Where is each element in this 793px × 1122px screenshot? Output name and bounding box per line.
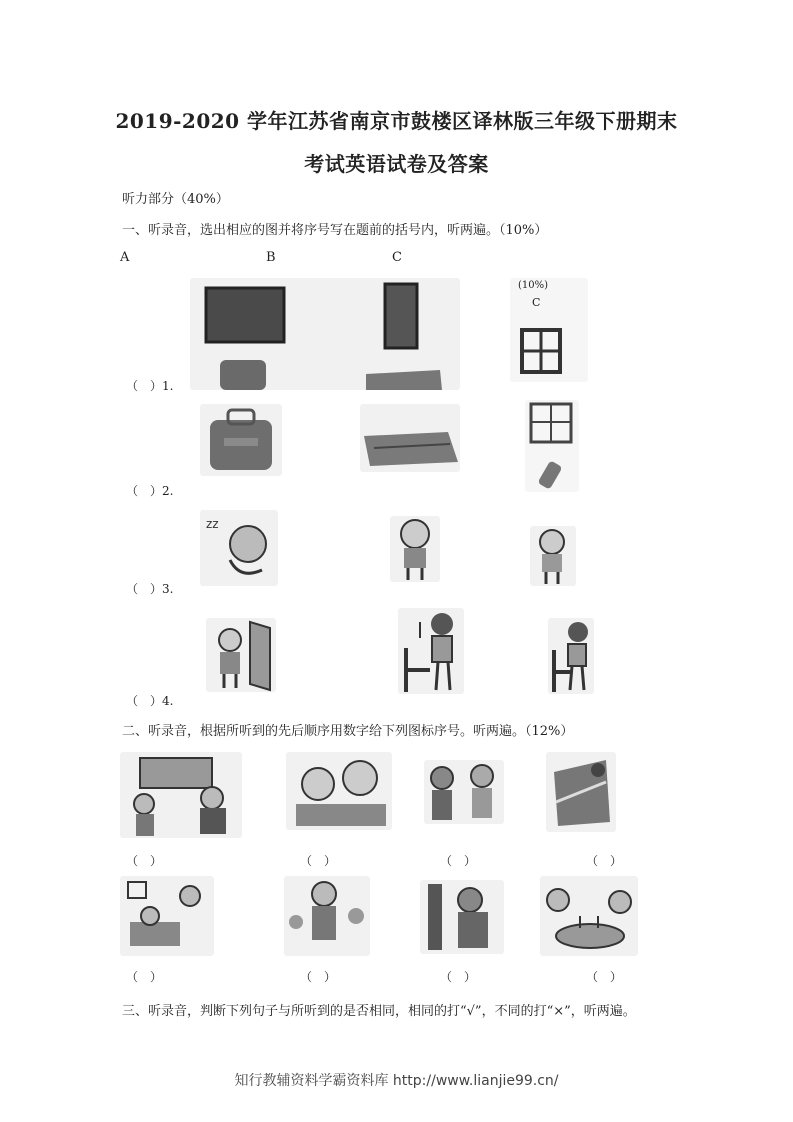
p2-blank-1[interactable]: （ ） [126, 854, 163, 868]
footer-source: 知行教辅资料学霸资料库 http://www.lianjie99.cn/ [234, 1073, 559, 1089]
q3-c-child-image [530, 526, 576, 586]
part2-instruction: 二、听录音，根据所听到的先后顺序用数字给下列图标序号。听两遍。（12%） [122, 724, 574, 739]
p2-image-3 [424, 760, 504, 824]
q2-b-pencil-case-image [360, 404, 460, 472]
col-label-c: C [392, 250, 402, 265]
p2-image-2 [286, 752, 392, 830]
q4-c-sit-down-image [548, 618, 594, 694]
q1-answer-blank[interactable]: （ ）1. [126, 379, 174, 393]
col-label-a: A [120, 250, 130, 265]
q1-scan-image [190, 278, 460, 390]
p2-image-4 [546, 752, 616, 832]
col-label-b: B [266, 250, 276, 265]
part1-instruction: 一、听录音，选出相应的图并将序号写在题前的括号内，听两遍。（10%） [122, 223, 548, 238]
svg-text:zz: zz [206, 517, 219, 531]
scan-c-label: C [532, 296, 541, 309]
document-title-line1: 2019-2020 学年江苏省南京市鼓楼区译林版三年级下册期末 [115, 109, 678, 133]
q3-answer-blank[interactable]: （ ）3. [126, 582, 174, 596]
q2-a-bag-image [200, 404, 282, 476]
q1-c-window-image [510, 278, 588, 382]
scan-note: (10%) [518, 280, 549, 291]
q4-b-stand-up-image [398, 608, 464, 694]
p2-blank-8[interactable]: （ ） [586, 970, 623, 984]
q2-c-window-rubber-image [525, 400, 579, 492]
section-listening-label: 听力部分（40%） [122, 192, 229, 207]
q3-b-coughing-child-image [390, 516, 440, 582]
p2-blank-7[interactable]: （ ） [440, 970, 477, 984]
q4-answer-blank[interactable]: （ ）4. [126, 694, 174, 708]
p2-image-8 [540, 876, 638, 956]
p2-image-1 [120, 752, 242, 838]
p2-blank-4[interactable]: （ ） [586, 854, 623, 868]
p2-image-7 [420, 880, 504, 954]
p2-blank-5[interactable]: （ ） [126, 970, 163, 984]
q3-a-sleeping-child-image [200, 510, 278, 586]
q4-a-open-door-image [206, 618, 276, 692]
p2-blank-6[interactable]: （ ） [300, 970, 337, 984]
p2-blank-3[interactable]: （ ） [440, 854, 477, 868]
p2-blank-2[interactable]: （ ） [300, 854, 337, 868]
p2-image-6 [284, 876, 370, 956]
p2-image-5 [120, 876, 214, 956]
document-title-line2: 考试英语试卷及答案 [304, 152, 489, 176]
q2-answer-blank[interactable]: （ ）2. [126, 484, 174, 498]
part3-instruction: 三、听录音，判断下列句子与所听到的是否相同，相同的打“√”，不同的打“×”，听两遍。 [122, 1004, 636, 1019]
